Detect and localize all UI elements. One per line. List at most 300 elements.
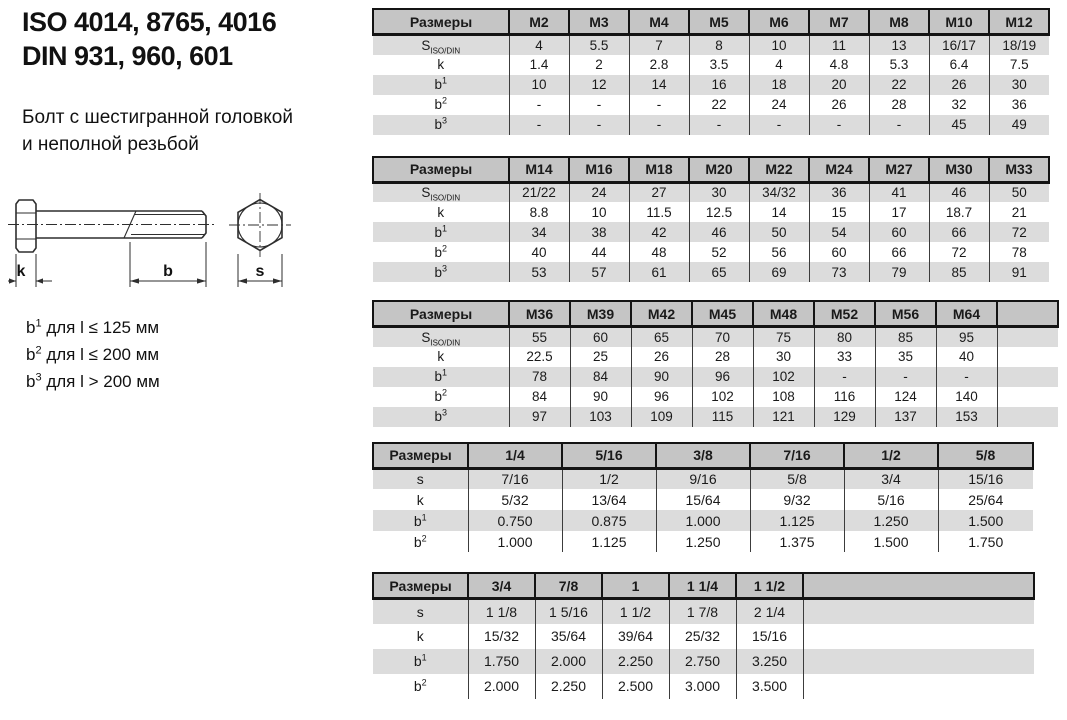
title-din-line: DIN 931, 960, 601 [22,40,233,71]
table-row [373,347,1058,367]
row-label: $b^3$ [434,263,448,280]
table-cell: 39/64 [602,624,669,649]
table-cell: 22 [869,75,929,95]
table-cell: 1.000 [468,531,562,552]
table-cell: 1 7/8 [669,599,736,624]
row-label: k [437,204,445,220]
row-label: $b^2$ [434,387,448,404]
table-row [373,222,1049,242]
table-cell: 1.250 [656,531,750,552]
column-header: 1 [602,573,669,599]
table-cell: 78 [509,367,570,387]
table-cell: 22 [689,95,749,115]
table-row [373,407,1058,427]
table-cell: 1.750 [938,531,1033,552]
column-header: M3 [569,9,629,35]
table-cell: 2.500 [602,674,669,699]
title-iso-line: ISO 4014, 8765, 4016 [22,7,277,37]
table-cell: 1 1/8 [468,599,535,624]
table-cell: 15/32 [468,624,535,649]
page-subtitle [22,104,367,159]
table-cell: 3.000 [669,674,736,699]
table-cell: 60 [570,327,631,347]
sizes-header: Размеры [373,573,468,599]
table-cell: 2.750 [669,649,736,674]
table-cell: 27 [629,182,689,202]
footnotes [26,314,160,396]
table-cell: 85 [929,262,989,282]
table-cell: 66 [929,222,989,242]
table-cell: 24 [569,182,629,202]
table-cell: 15/16 [736,624,803,649]
table-inch-34-to-1half [372,572,1035,699]
table-cell: 21 [989,202,1049,222]
row-label: $b^2$ [413,532,427,550]
table-row [373,242,1049,262]
table-row [373,95,1049,115]
table-cell: 26 [809,95,869,115]
table-cell: 44 [569,242,629,262]
header-row [373,301,1058,327]
table-cell: 22.5 [509,347,570,367]
table-cell: 1.125 [562,531,656,552]
sizes-header: Размеры [373,443,468,469]
table-cell: 1.000 [656,510,750,531]
row-label: $b^2$ [413,677,427,694]
table-cell: 2.250 [602,649,669,674]
table-cell: 40 [936,347,997,367]
table-cell: 1.250 [844,510,938,531]
table-cell: 153 [936,407,997,427]
dimension-s [238,254,282,287]
table-row [373,387,1058,407]
table-cell: 57 [569,262,629,282]
table-cell: 10 [509,75,569,95]
column-header: M10 [929,9,989,35]
table-row [373,75,1049,95]
table-cell: 15/64 [656,489,750,510]
subtitle-line-1: Болт с шестигранной головкой [22,106,293,128]
table-cell: 85 [875,327,936,347]
table-cell: 50 [749,222,809,242]
table-cell: 34 [509,222,569,242]
table-cell: 102 [753,367,814,387]
table-cell: 95 [936,327,997,347]
column-header: 7/8 [535,573,602,599]
column-header: M30 [929,157,989,183]
table-cell: 9/16 [656,468,750,489]
table-cell: 5/16 [844,489,938,510]
table-cell: - [869,115,929,135]
table-cell: 115 [692,407,753,427]
row-label: k [416,628,424,644]
row-label: s [416,471,424,488]
table-cell: 1/2 [562,468,656,489]
column-header: M36 [509,301,570,327]
row-label: $S_{ISO/DIN}$ [421,329,461,347]
column-header: M6 [749,9,809,35]
table-cell: 72 [929,242,989,262]
table-cell: 73 [809,262,869,282]
column-header: 3/8 [656,443,750,469]
table-cell: 90 [570,387,631,407]
dim-label-k: k [16,263,26,280]
table-inch-quarter-to-58 [372,442,1034,553]
column-header: M7 [809,9,869,35]
table-metric-m14-m33 [372,156,1050,283]
column-header: M39 [570,301,631,327]
column-header: M64 [936,301,997,327]
table-row [373,624,1034,649]
table-cell: 3.5 [689,55,749,75]
table-cell: 16/17 [929,35,989,55]
row-label: $b^1$ [434,367,448,384]
table-cell: - [509,115,569,135]
table-cell: 2.8 [629,55,689,75]
column-header: M22 [749,157,809,183]
table-cell [803,624,1034,649]
table-cell: 50 [989,182,1049,202]
table-cell: 35/64 [535,624,602,649]
table-cell: 12.5 [689,202,749,222]
table-cell: 75 [753,327,814,347]
table-cell: 34/32 [749,182,809,202]
column-header: M8 [869,9,929,35]
table-cell: 1.375 [750,531,844,552]
table-cell: 1.125 [750,510,844,531]
table-cell: 33 [814,347,875,367]
table-cell: 66 [869,242,929,262]
column-header [997,301,1058,327]
table-cell: 3.250 [736,649,803,674]
table-cell: 25 [570,347,631,367]
bolt-side-view [8,200,215,252]
row-label: $b^1$ [434,75,448,92]
table-cell: 1.750 [468,649,535,674]
table-cell: 60 [869,222,929,242]
table-cell: 36 [809,182,869,202]
table-cell [803,674,1034,699]
table-cell: - [629,95,689,115]
bolt-drawing [8,190,318,302]
table-cell: 40 [509,242,569,262]
table-cell: 18 [749,75,809,95]
table-cell: 2.250 [535,674,602,699]
row-label: k [437,57,445,72]
table-cell: 2 1/4 [736,599,803,624]
table-cell: 15 [809,202,869,222]
table-row [373,327,1058,347]
page-title [22,6,367,74]
table-cell: 8.8 [509,202,569,222]
row-label: $b^2$ [434,243,448,260]
table-cell: 16 [689,75,749,95]
table-cell: - [509,95,569,115]
table-cell: 0.750 [468,510,562,531]
table-metric-m36-m64 [372,300,1059,427]
table-row [373,531,1033,552]
table-cell: 0.875 [562,510,656,531]
table-cell: 30 [753,347,814,367]
table-cell: 137 [875,407,936,427]
table-cell: 36 [989,95,1049,115]
table-cell: 97 [509,407,570,427]
header-row [373,9,1049,35]
table-cell [803,649,1034,674]
table-cell: - [569,115,629,135]
table-cell: - [749,115,809,135]
column-header: M18 [629,157,689,183]
table-row [373,262,1049,282]
table-cell: - [629,115,689,135]
column-header: M4 [629,9,689,35]
table-row [373,489,1033,510]
column-header: 1 1/4 [669,573,736,599]
table-cell: 49 [989,115,1049,135]
table-cell: - [809,115,869,135]
sizes-header: Размеры [373,9,509,35]
table-cell: 70 [692,327,753,347]
table-cell: 7 [629,35,689,55]
table-cell: 32 [929,95,989,115]
column-header: M42 [631,301,692,327]
table-metric-m2-m12 [372,8,1050,135]
table-cell: 84 [509,387,570,407]
table-cell: 25/32 [669,624,736,649]
table-cell: 121 [753,407,814,427]
table-cell: 35 [875,347,936,367]
table-cell: 53 [509,262,569,282]
table-row [373,649,1034,674]
table-cell: 7.5 [989,55,1049,75]
table-cell [997,327,1058,347]
table-cell: 80 [814,327,875,347]
column-header: 5/8 [938,443,1033,469]
table-cell: 14 [749,202,809,222]
table-row [373,510,1033,531]
table-cell [997,347,1058,367]
table-cell: 10 [569,202,629,222]
table-row [373,115,1049,135]
column-header: M12 [989,9,1049,35]
sizes-header: Размеры [373,301,509,327]
table-cell: 96 [631,387,692,407]
table-cell: 56 [749,242,809,262]
row-label: $S_{ISO/DIN}$ [421,37,461,55]
column-header: M52 [814,301,875,327]
table-cell: 116 [814,387,875,407]
table-cell: 5.5 [569,35,629,55]
table-cell: - [936,367,997,387]
table-cell: 90 [631,367,692,387]
table-cell: 14 [629,75,689,95]
table-cell: 103 [570,407,631,427]
table-cell: 13/64 [562,489,656,510]
table-cell: 7/16 [468,468,562,489]
table-cell: 69 [749,262,809,282]
table-cell: 26 [631,347,692,367]
footnote-b1: $b^1$ для l ≤ 125 мм [26,317,160,337]
table-cell: 2.000 [535,649,602,674]
subtitle-line-2: и неполной резьбой [22,134,199,156]
table-cell: 2.000 [468,674,535,699]
table-cell: 65 [631,327,692,347]
table-cell: 124 [875,387,936,407]
table-cell: 4 [509,35,569,55]
table-cell: 3/4 [844,468,938,489]
table-cell [997,407,1058,427]
table-cell: 28 [692,347,753,367]
table-cell: 18/19 [989,35,1049,55]
table-cell: 79 [869,262,929,282]
table-cell: 30 [689,182,749,202]
table-cell: 3.500 [736,674,803,699]
table-row [373,182,1049,202]
dimension-b [130,242,206,287]
table-row [373,35,1049,55]
bolt-end-view [229,193,291,257]
column-header: 3/4 [468,573,535,599]
table-cell: 5/8 [750,468,844,489]
column-header: M24 [809,157,869,183]
table-cell: - [814,367,875,387]
table-cell: 1.500 [938,510,1033,531]
table-cell: 11.5 [629,202,689,222]
table-cell: 28 [869,95,929,115]
table-cell: 9/32 [750,489,844,510]
row-label: $b^1$ [434,223,448,240]
table-cell: 15/16 [938,468,1033,489]
table-cell: 38 [569,222,629,242]
table-cell: 8 [689,35,749,55]
table-cell: 4 [749,55,809,75]
table-cell [803,599,1034,624]
table-cell: 46 [929,182,989,202]
column-header: M45 [692,301,753,327]
table-cell: 78 [989,242,1049,262]
row-label: k [416,491,424,508]
column-header: M20 [689,157,749,183]
table-cell: 20 [809,75,869,95]
table-cell: 26 [929,75,989,95]
table-cell: 18.7 [929,202,989,222]
table-cell: 60 [809,242,869,262]
table-cell: 11 [809,35,869,55]
table-cell: 10 [749,35,809,55]
column-header: 1/2 [844,443,938,469]
row-label: $b^2$ [434,95,448,112]
row-label: $b^3$ [434,115,448,132]
column-header: M16 [569,157,629,183]
table-cell: 65 [689,262,749,282]
table-cell: 1.4 [509,55,569,75]
table-cell: 102 [692,387,753,407]
table-cell: - [875,367,936,387]
header-row [373,443,1033,469]
table-cell: 1.500 [844,531,938,552]
table-cell: 1 5/16 [535,599,602,624]
dimension-tables [372,8,1059,699]
table-row [373,55,1049,75]
column-header: 1/4 [468,443,562,469]
table-cell: 108 [753,387,814,407]
table-cell [997,387,1058,407]
row-label: s [416,603,424,620]
row-label: $b^1$ [413,511,427,529]
footnote-b3: $b^3$ для l > 200 мм [26,371,160,392]
table-row [373,468,1033,489]
table-cell [997,367,1058,387]
table-cell: 52 [689,242,749,262]
table-cell: 129 [814,407,875,427]
table-row [373,202,1049,222]
column-header: 1 1/2 [736,573,803,599]
row-label: $S_{ISO/DIN}$ [421,185,461,202]
table-cell: 5.3 [869,55,929,75]
table-cell: 6.4 [929,55,989,75]
table-cell: 84 [570,367,631,387]
table-cell: 5/32 [468,489,562,510]
table-cell: 96 [692,367,753,387]
column-header: M56 [875,301,936,327]
header-row [373,573,1034,599]
table-cell: 13 [869,35,929,55]
table-cell: 55 [509,327,570,347]
column-header: M33 [989,157,1049,183]
table-cell: 41 [869,182,929,202]
dimension-k [8,254,52,287]
footnote-b2: $b^2$ для l ≤ 200 мм [26,344,160,365]
table-cell: 54 [809,222,869,242]
table-cell: 24 [749,95,809,115]
table-cell: 48 [629,242,689,262]
table-cell: - [569,95,629,115]
row-label: k [437,349,445,364]
table-row [373,674,1034,699]
column-header: M48 [753,301,814,327]
column-header: M27 [869,157,929,183]
column-header: 7/16 [750,443,844,469]
column-header: M5 [689,9,749,35]
table-cell: 12 [569,75,629,95]
row-label: $b^3$ [434,407,448,424]
column-header: 5/16 [562,443,656,469]
table-cell: 45 [929,115,989,135]
table-row [373,599,1034,624]
left-panel [22,6,367,159]
table-cell: 4.8 [809,55,869,75]
column-header: M2 [509,9,569,35]
table-row [373,367,1058,387]
table-cell: 140 [936,387,997,407]
table-cell: 109 [631,407,692,427]
dim-label-b: b [163,263,173,280]
header-row [373,157,1049,183]
table-cell: - [689,115,749,135]
row-label: $b^1$ [413,652,427,669]
dim-label-s: s [255,263,265,280]
table-cell: 30 [989,75,1049,95]
table-cell: 91 [989,262,1049,282]
table-cell: 21/22 [509,182,569,202]
column-header: M14 [509,157,569,183]
table-cell: 72 [989,222,1049,242]
column-header [803,573,1034,599]
table-cell: 46 [689,222,749,242]
table-cell: 17 [869,202,929,222]
table-cell: 42 [629,222,689,242]
table-cell: 61 [629,262,689,282]
